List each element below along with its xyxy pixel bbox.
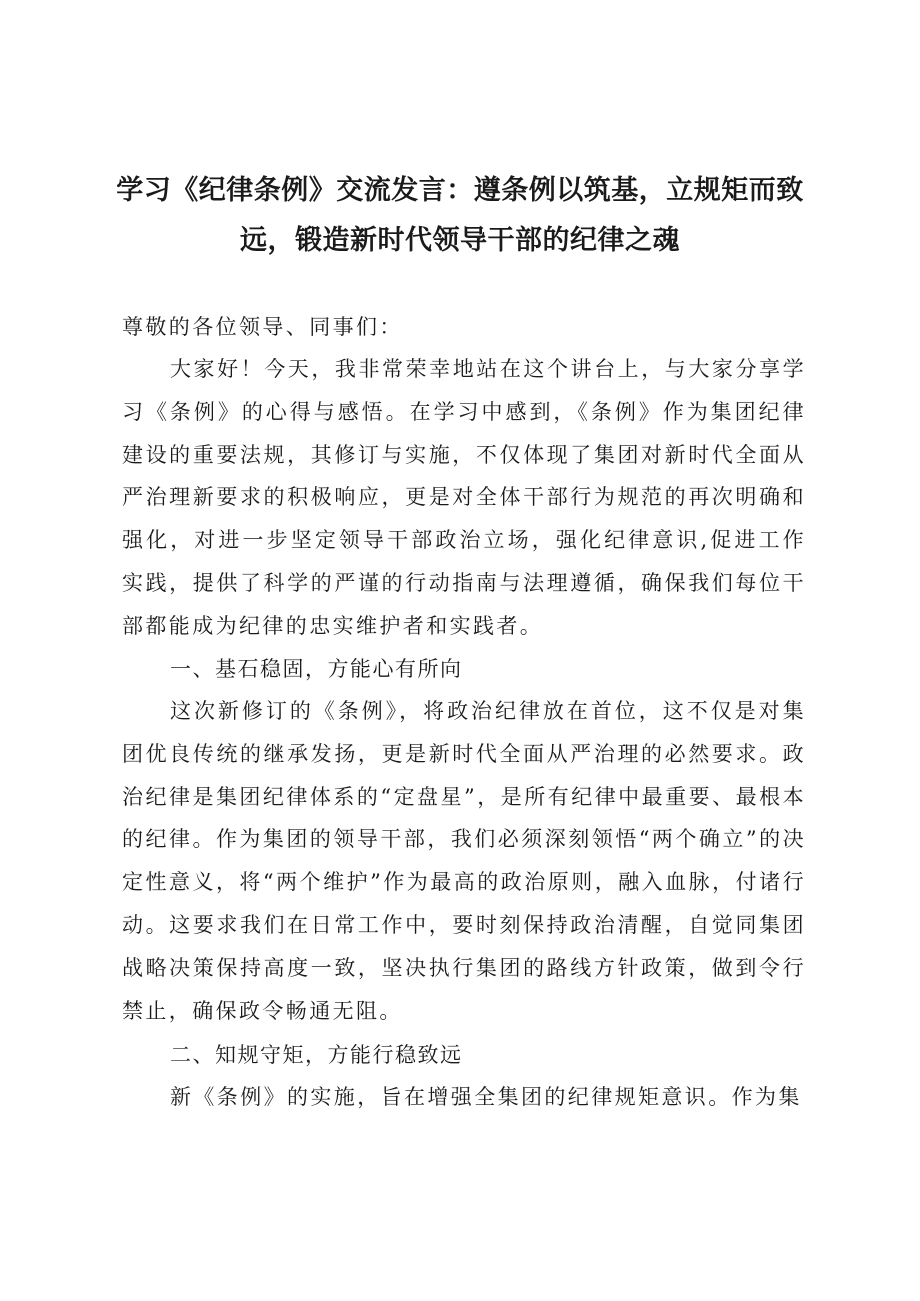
section-heading-1: 一、基石稳固，方能心有所向 — [170, 657, 463, 681]
document-title: 学习《纪律条例》交流发言：遵条例以筑基，立规矩而致远，锻造新时代领导干部的纪律之魂 — [116, 175, 804, 256]
paragraph-intro: 大家好！今天，我非常荣幸地站在这个讲台上，与大家分享学习《条例》的心得与感悟。在学习中感到，《条例》作为集团纪律建设的重要法规，其修订与实施，不仅体现了集团对新时代全面从严治理新要求的积极响应，更是对全体干部行为规范的再次明确和强化，对进一步坚定领导干部政治立场，强化纪律意识,促进工作实践，提供了科学的严谨的行动指南与法理遵循，确保我们每位干部都能成为纪律的忠实维护者和实践者。 — [122, 357, 806, 638]
paragraph-section-2: 新《条例》的实施，旨在增强全集团的纪律规矩意识。作为集 — [170, 1085, 802, 1109]
paragraph-section-1: 这次新修订的《条例》，将政治纪律放在首位，这不仅是对集团优良传统的继承发扬，更是新时代全面从严治理的必然要求。政治纪律是集团纪律体系的“定盘星”，是所有纪律中最重要、最根本的纪律。作为集团的领导干部，我们必须深刻领悟“两个确立”的决定性意义，将“两个维护”作为最高的政治原则，融入血脉，付诸行动。这要求我们在日常工作中，要时刻保持政治清醒，自觉同集团战略决策保持高度一致，坚决执行集团的路线方针政策，做到令行禁止，确保政令畅通无阻。 — [122, 699, 806, 1023]
section-heading-2: 二、知规守矩，方能行稳致远 — [170, 1043, 463, 1067]
salutation: 尊敬的各位领导、同事们： — [122, 315, 403, 339]
